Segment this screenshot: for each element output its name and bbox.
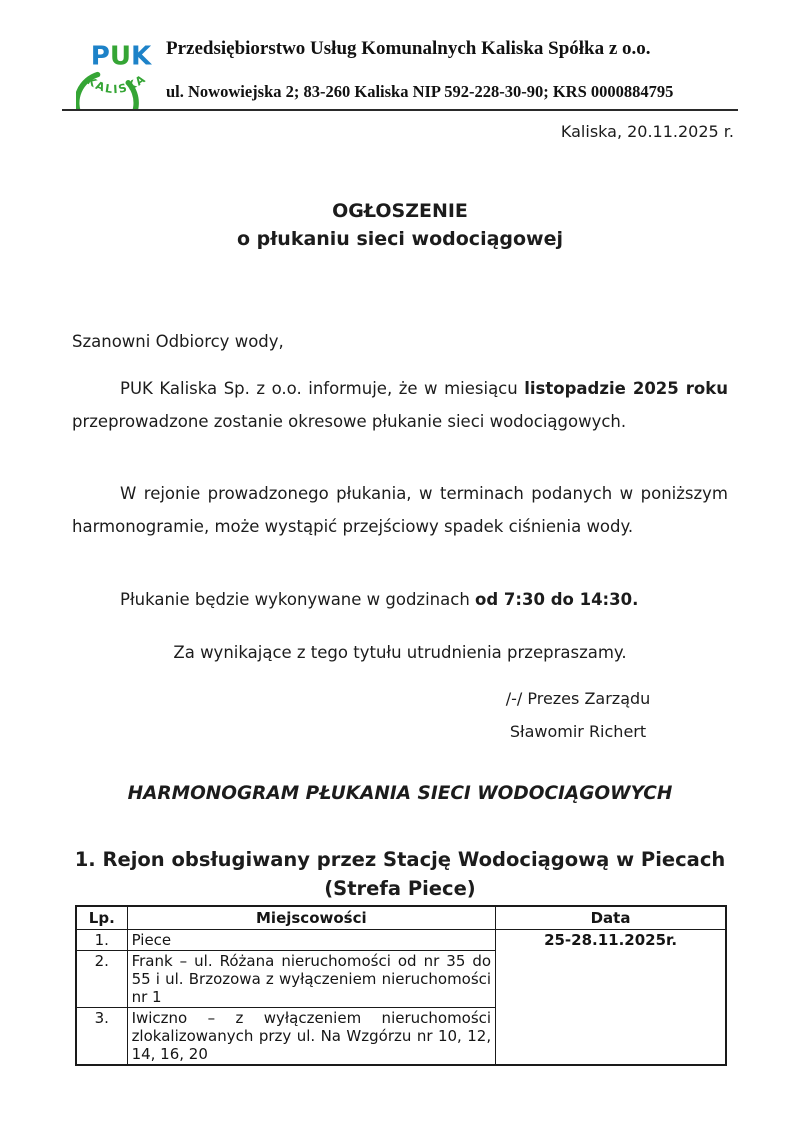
paragraph-pressure-drop: W rejonie prowadzonego płukania, w terminach podanych w poniższym harmonogramie, może wystąpić przejściowy spadek ciśnienia wody. bbox=[72, 484, 728, 536]
paragraph-announcement-bold-month: listopadzie 2025 roku bbox=[524, 379, 728, 398]
document-date: Kaliska, 20.11.2025 r. bbox=[560, 122, 734, 141]
signature-block bbox=[468, 682, 688, 748]
document-title-line1: OGŁOSZENIE bbox=[332, 200, 468, 222]
document-title bbox=[0, 197, 800, 253]
row-3-place: Iwiczno – z wyłączeniem nieruchomości zlokalizowanych przy ul. Na Wzgórzu nr 10, 12, 14, 16, 20 bbox=[127, 1008, 496, 1066]
paragraph-hours bbox=[72, 583, 728, 616]
column-header-lp: Lp. bbox=[76, 906, 127, 930]
signature-name: Sławomir Richert bbox=[509, 722, 647, 741]
paragraph-hours-bold-time: od 7:30 do 14:30. bbox=[475, 590, 639, 609]
section-1-heading bbox=[0, 845, 800, 903]
section-1-heading-line1: 1. Rejon obsługiwany przez Stację Wodociągową w Piecach bbox=[74, 848, 726, 871]
schedule-heading: HARMONOGRAM PŁUKANIA SIECI WODOCIĄGOWYCH bbox=[127, 783, 673, 804]
header-divider bbox=[62, 109, 738, 111]
puk-logo-icon bbox=[76, 14, 166, 110]
column-header-date: Data bbox=[496, 906, 726, 930]
row-3-number: 3. bbox=[76, 1008, 127, 1066]
row-2-place: Frank – ul. Różana nieruchomości od nr 35 do 55 i ul. Brzozowa z wyłączeniem nieruchomości nr 1 bbox=[127, 951, 496, 1008]
paragraph-apology: Za wynikające z tego tytułu utrudnienia przepraszamy. bbox=[173, 643, 627, 662]
row-2-number: 2. bbox=[76, 951, 127, 1008]
logo-kaliska-arc-text: KALISKA bbox=[84, 71, 149, 97]
paragraph-announcement-text: PUK Kaliska Sp. z o.o. informuje, że w miesiącu bbox=[120, 379, 525, 398]
logo-puk-text: PUK bbox=[90, 41, 152, 72]
schedule-table-wrap bbox=[75, 905, 727, 1066]
column-header-place: Miejscowości bbox=[127, 906, 496, 930]
row-1-number: 1. bbox=[76, 930, 127, 951]
section-1-heading-line2: (Strefa Piece) bbox=[324, 877, 476, 900]
puk-logo bbox=[76, 14, 166, 110]
paragraph-announcement-text-end: przeprowadzone zostanie okresowe płukanie sieci wodociągowych. bbox=[72, 412, 627, 431]
paragraph-hours-text: Płukanie będzie wykonywane w godzinach bbox=[120, 590, 476, 609]
schedule-date: 25-28.11.2025r. bbox=[496, 930, 726, 1066]
paragraph-announcement bbox=[72, 372, 728, 438]
company-name: Przedsiębiorstwo Usług Komunalnych Kaliska Spółka z o.o. bbox=[166, 38, 651, 59]
document-title-line2: o płukaniu sieci wodociągowej bbox=[236, 228, 564, 250]
company-address: ul. Nowowiejska 2; 83-260 Kaliska NIP 592-228-30-90; KRS 0000884795 bbox=[166, 82, 674, 101]
salutation: Szanowni Odbiorcy wody, bbox=[72, 332, 284, 351]
row-1-place: Piece bbox=[127, 930, 496, 951]
schedule-table bbox=[75, 905, 727, 1066]
table-header-row bbox=[76, 906, 726, 930]
table-row bbox=[76, 930, 726, 951]
signature-role: /-/ Prezes Zarządu bbox=[505, 689, 651, 708]
